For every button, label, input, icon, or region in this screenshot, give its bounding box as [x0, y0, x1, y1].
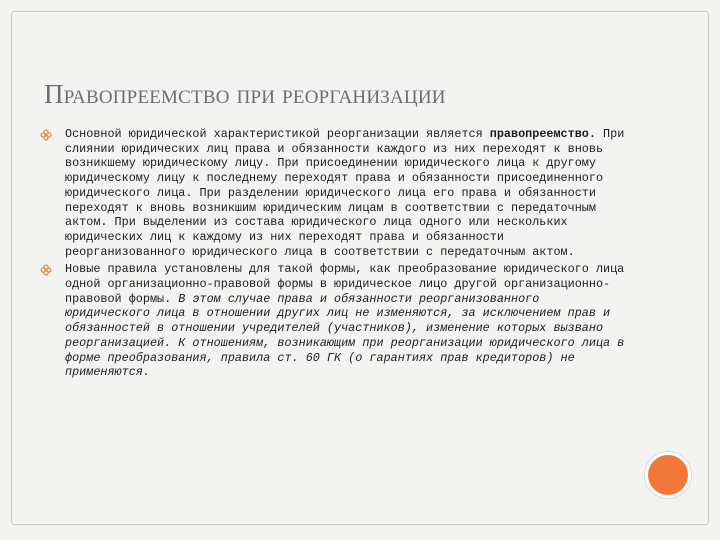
- orange-circle-decoration: [645, 452, 691, 498]
- bullet-1-text-1: Основной юридической характеристикой реорганизации является: [65, 127, 490, 141]
- bullet-list: [40, 127, 630, 380]
- bullet-2-text-1: Новые правила установлены для такой формы, как преобразование юридического лица одной организационно-правовой формы в юридическое лицо другой организационно-правовой формы.: [65, 262, 625, 306]
- bullet-1-text-2: При слиянии юридических лиц права и обязанности каждого из них переходят к вновь возникшему юридическому лицу. При присоединении юридического лица к другому юридическому лицу к последнему переходят права и обязанности присоединенного юридического лица. При разделении юридического лица его права и обязанности переходят к вновь возникшим юридическим лицам в соответствии с передаточным актом. При выделении из состава юридического лица одного или нескольких юридических лиц к каждому из них переходят права и обязанности реорганизованного юридического лица в соответствии с передаточным актом.: [65, 127, 625, 259]
- bullet-item-succession: [40, 127, 630, 259]
- bullet-item-transformation: [40, 262, 630, 380]
- slide-content: [40, 127, 630, 383]
- flower-bullet-icon: [40, 129, 52, 141]
- bullet-2-italic-text: В этом случае права и обязанности реорганизованного юридического лица в отношении других лиц не изменяются, за исключением прав и обязанностей в отношении учредителей (участников), изменение которых вызвано реорганизацией. К отношениям, возникающим при реорганизации юридического лица в форме преобразования, правила ст. 60 ГК (о гарантиях прав кредиторов) не применяются.: [65, 291, 625, 380]
- slide-title: Правопреемство при реорганизации: [44, 79, 446, 109]
- bullet-1-bold-term: правопреемство.: [489, 127, 596, 141]
- flower-bullet-icon: [40, 264, 52, 276]
